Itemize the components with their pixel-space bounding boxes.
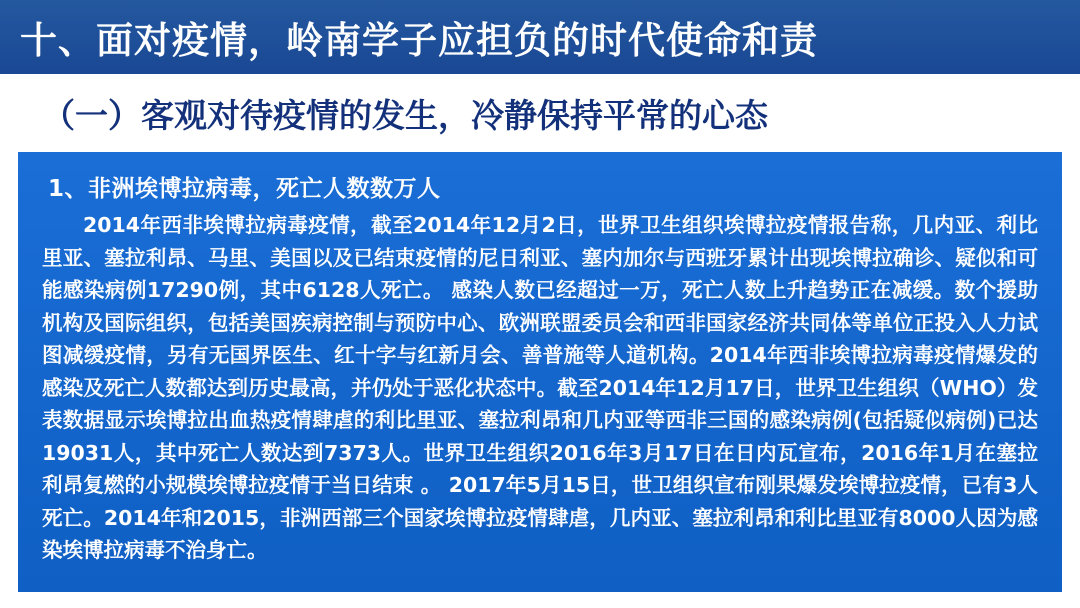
- content-heading: 1、非洲埃博拉病毒，死亡人数数万人: [48, 176, 441, 202]
- page-title: 十、面对疫情，岭南学子应担负的时代使命和责: [20, 19, 818, 62]
- content-paragraph: 2014年西非埃博拉病毒疫情，截至2014年12月2日，世界卫生组织埃博拉疫情报告称，几内亚、利比里亚、塞拉利昂、马里、美国以及已结束疫情的尼日利亚、塞内加尔与西班牙累计出现埃博拉确诊、疑似和可能感染病例17290例，其中6128人死亡。 感染人数已经超过一万，死亡人数上升趋势正在减缓。数个援助机构及国际组织，包括美国疾病控制与预防中心、欧洲联盟委员会和西非国家经济共同体等单位正投入人力试图减缓疫情，另有无国界医生、红十字与红新月会、善普施等人道机构。2014年西非埃博拉病毒疫情爆发的感染及死亡人数都达到历史最高，并仍处于恶化状态中。截至2014年12月17日，世界卫生组织（WHO）发表数据显示埃博拉出血热疫情肆虐的利比里亚、塞拉利昂和几内亚等西非三国的感染病例(包括疑似病例)已达19031人，其中死亡人数达到7373人。世界卫生组织2016年3月17日在日内瓦宣布，2016年1月在塞拉利昂复燃的小规模埃博拉疫情于当日结束 。 2017年5月15日，世卫组织宣布刚果爆发埃博拉疫情，已有3人死亡。2014年和2015，非洲西部三个国家埃博拉疫情肆虐，几内亚、塞拉利昂和利比里亚有8000人因为感染埃博拉病毒不治身亡。: [42, 213, 1038, 562]
- slide-subtitle: （一）客观对待疫情的发生，冷静保持平常的心态: [42, 95, 768, 135]
- slide-title-band: [0, 0, 1080, 74]
- content-panel: [18, 152, 1062, 592]
- slide-subtitle-area: [0, 74, 1080, 152]
